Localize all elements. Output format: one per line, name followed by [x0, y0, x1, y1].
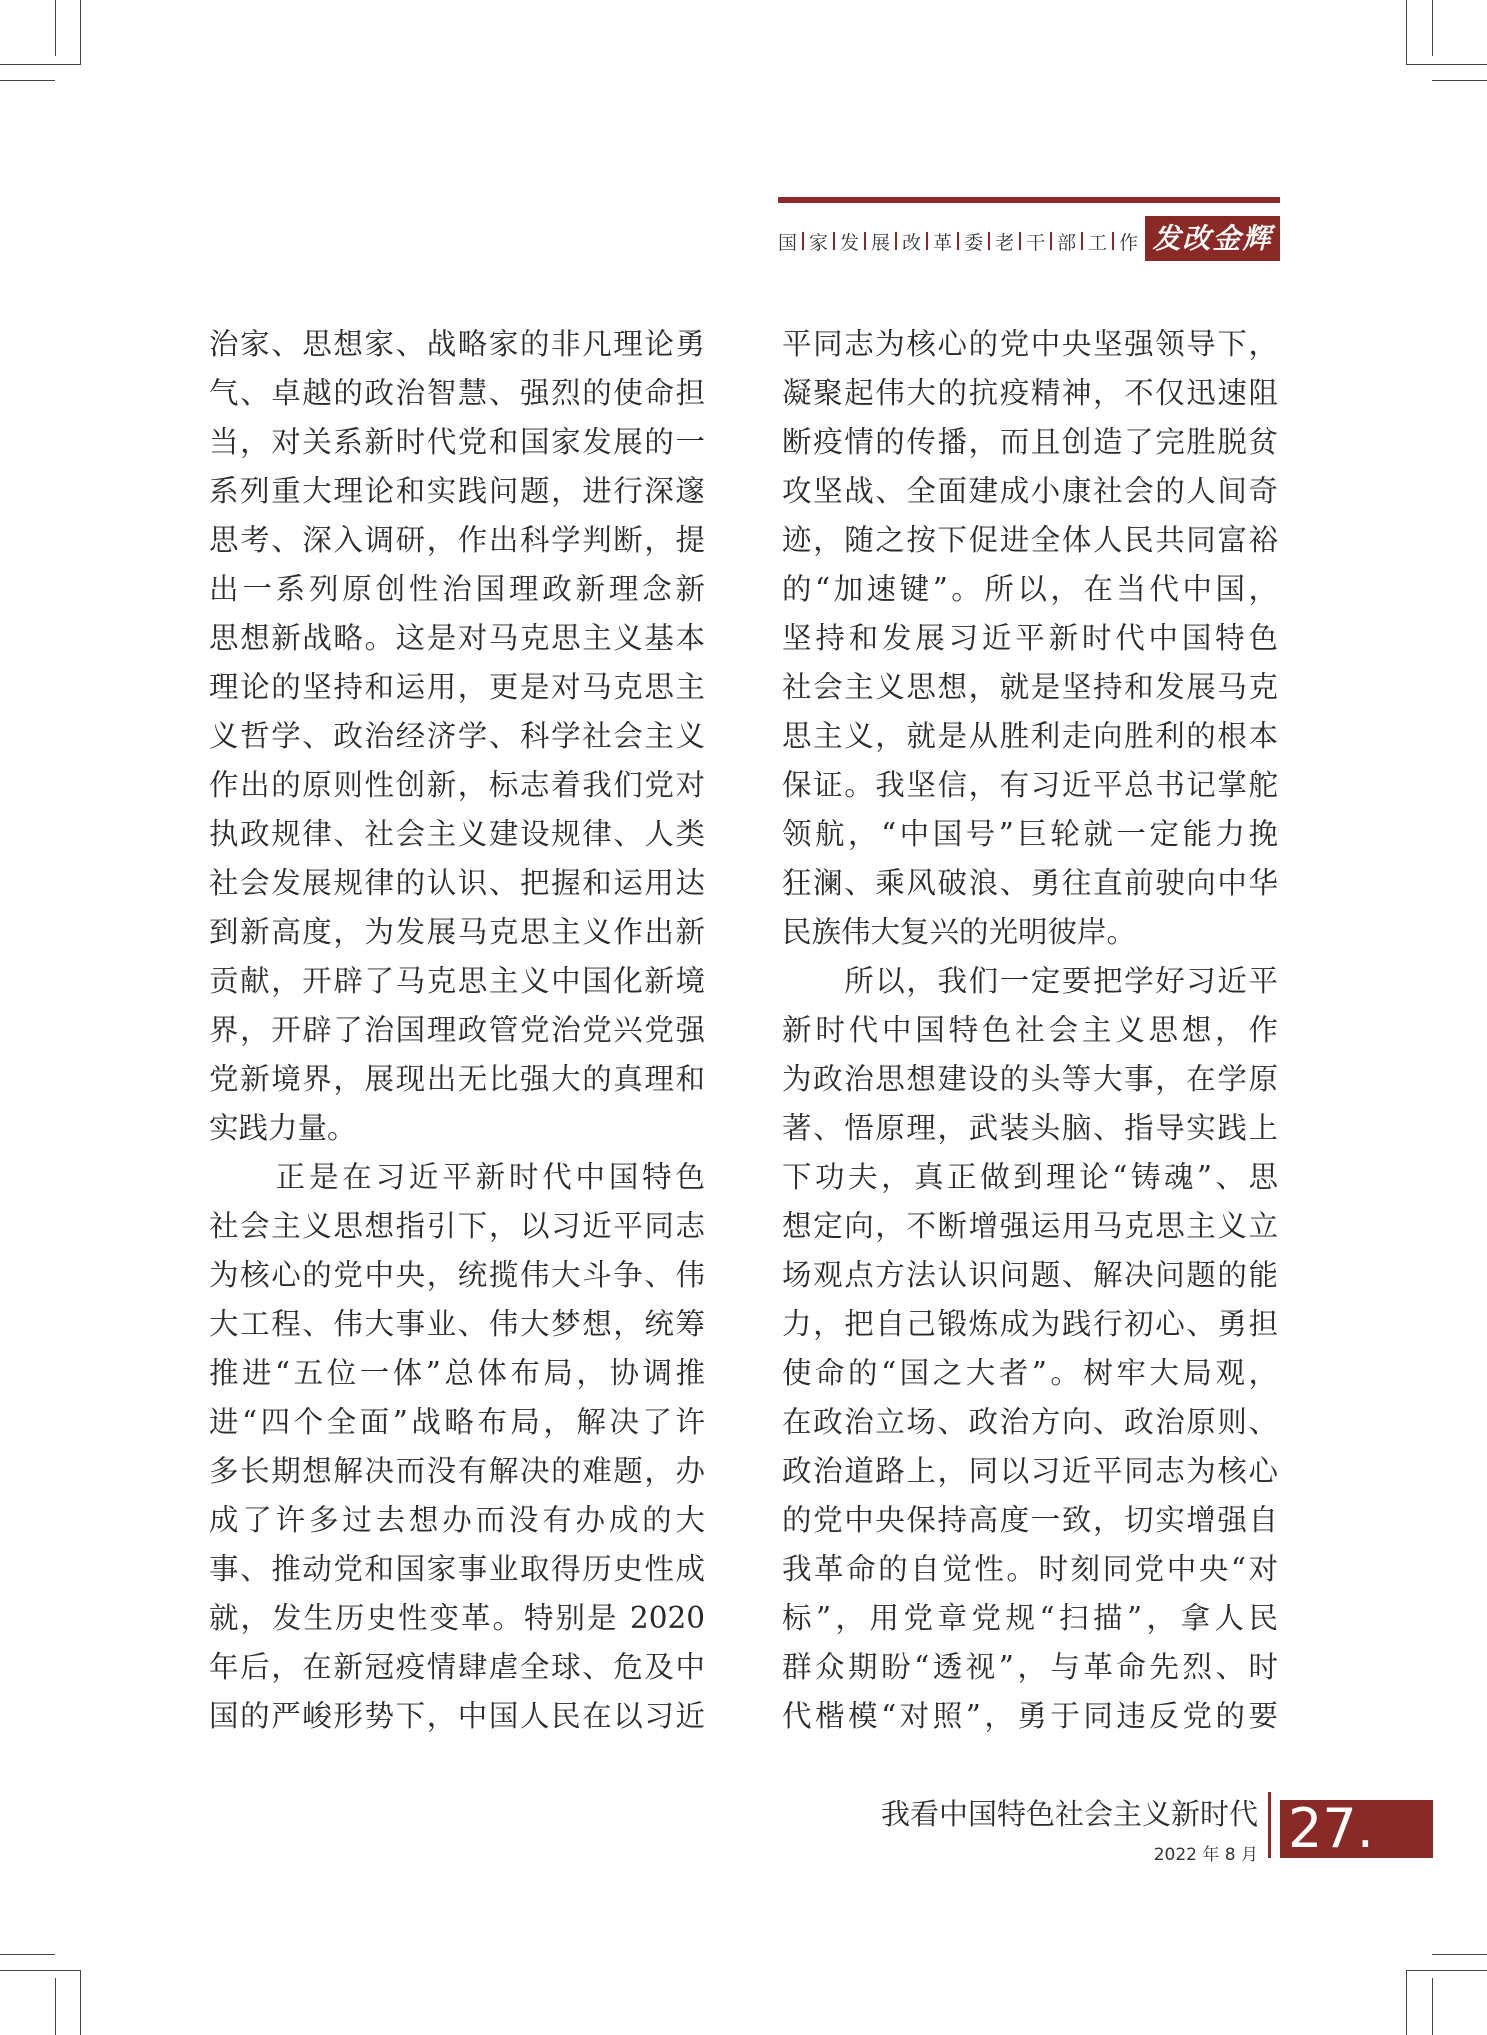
header-separator: [864, 232, 866, 250]
text-line: 在政治立场、政治方向、政治原则、: [782, 1405, 1278, 1439]
crop-mark: [0, 1970, 80, 1971]
header-separator: [802, 232, 804, 250]
header-rule: [778, 197, 1280, 203]
text-line: 就，发生历史性变革。特别是 2020: [209, 1601, 705, 1635]
text-line: 理论的坚持和运用，更是对马克思主: [209, 670, 705, 704]
header-separator: [1050, 232, 1052, 250]
header-char: 委: [964, 231, 984, 254]
text-line: 迹，随之按下促进全体人民共同富裕: [782, 523, 1278, 557]
text-line: 社会发展规律的认识、把握和运用达: [209, 866, 705, 900]
text-line: 党新境界，展现出无比强大的真理和: [209, 1062, 705, 1096]
text-line: 思想新战略。这是对马克思主义基本: [209, 621, 705, 655]
header-unit-name: [778, 226, 1140, 256]
text-line: 推进“五位一体”总体布局，协调推: [209, 1356, 705, 1390]
text-line: 成了许多过去想办而没有办成的大: [209, 1503, 705, 1537]
crop-mark: [1432, 1978, 1433, 2035]
text-line: 坚持和发展习近平新时代中国特色: [782, 621, 1278, 655]
text-line: 实践力量。: [209, 1111, 357, 1145]
text-line: 的“加速键”。所以，在当代中国，: [782, 572, 1278, 606]
text-line: 政治道路上，同以习近平同志为核心: [782, 1454, 1278, 1488]
text-line: 界，开辟了治国理政管党治党兴党强: [209, 1013, 705, 1047]
text-line: 大工程、伟大事业、伟大梦想，统筹: [209, 1307, 705, 1341]
text-line: 为政治思想建设的头等大事，在学原: [782, 1062, 1278, 1096]
crop-mark: [80, 0, 81, 65]
crop-mark: [0, 1954, 55, 1955]
article-right-column: [782, 320, 1278, 1741]
text-line: 标”，用党章党规“扫描”，拿人民: [782, 1601, 1278, 1635]
text-line: 民族伟大复兴的光明彼岸。: [782, 915, 1137, 949]
text-line: 进“四个全面”战略布局，解决了许: [209, 1405, 705, 1439]
text-line: 领航，“中国号”巨轮就一定能力挽: [782, 817, 1278, 851]
text-line: 新时代中国特色社会主义思想，作: [782, 1013, 1278, 1047]
text-line: 出一系列原创性治国理政新理念新: [209, 572, 705, 606]
text-line: 使命的“国之大者”。树牢大局观，: [782, 1356, 1278, 1390]
footer-divider: [1268, 1792, 1271, 1858]
text-line: 代楷模“对照”，勇于同违反党的要: [782, 1699, 1278, 1733]
crop-mark: [0, 80, 55, 81]
text-line: 气、卓越的政治智慧、强烈的使命担: [209, 376, 705, 410]
header-separator: [926, 232, 928, 250]
text-line: 执政规律、社会主义建设规律、人类: [209, 817, 705, 851]
text-line: 凝聚起伟大的抗疫精神，不仅迅速阻: [782, 376, 1278, 410]
crop-mark: [1432, 0, 1433, 56]
text-line: 所以，我们一定要把学好习近平: [782, 964, 1278, 998]
header-char: 国: [778, 231, 798, 254]
header-char: 作: [1119, 231, 1139, 254]
header-separator: [833, 232, 835, 250]
text-line: 群众期盼“透视”，与革命先烈、时: [782, 1650, 1278, 1684]
text-line: 的党中央保持高度一致，切实增强自: [782, 1503, 1278, 1537]
text-line: 我革命的自觉性。时刻同党中央“对: [782, 1552, 1278, 1586]
text-line: 年后，在新冠疫情肆虐全球、危及中: [209, 1650, 705, 1684]
header-separator: [1112, 232, 1114, 250]
text-line: 治家、思想家、战略家的非凡理论勇: [209, 327, 705, 361]
footer-column-title: 我看中国特色社会主义新时代: [880, 1797, 1258, 1831]
text-line: 贡献，开辟了马克思主义中国化新境: [209, 964, 705, 998]
text-line: 著、悟原理，武装头脑、指导实践上: [782, 1111, 1278, 1145]
text-line: 想定向，不断增强运用马克思主义立: [782, 1209, 1278, 1243]
page-number: 27.: [1280, 1800, 1433, 1858]
header-separator: [1081, 232, 1083, 250]
text-line: 到新高度，为发展马克思主义作出新: [209, 915, 705, 949]
text-line: 思主义，就是从胜利走向胜利的根本: [782, 719, 1278, 753]
footer-issue-date: 2022 年 8 月: [1153, 1845, 1258, 1865]
crop-mark: [55, 0, 56, 56]
text-line: 狂澜、乘风破浪、勇往直前驶向中华: [782, 866, 1278, 900]
crop-mark: [1406, 1970, 1407, 2035]
text-line: 为核心的党中央，统揽伟大斗争、伟: [209, 1258, 705, 1292]
text-line: 作出的原则性创新，标志着我们党对: [209, 768, 705, 802]
text-line: 场观点方法认识问题、解决问题的能: [782, 1258, 1278, 1292]
header-char: 发: [840, 231, 860, 254]
crop-mark: [1406, 64, 1487, 65]
header-char: 改: [902, 231, 922, 254]
crop-mark: [1432, 1954, 1487, 1955]
text-line: 正是在习近平新时代中国特色: [209, 1160, 705, 1194]
text-line: 力，把自己锻炼成为践行初心、勇担: [782, 1307, 1278, 1341]
text-line: 系列重大理论和实践问题，进行深邃: [209, 474, 705, 508]
text-line: 保证。我坚信，有习近平总书记掌舵: [782, 768, 1278, 802]
crop-mark: [1406, 1970, 1487, 1971]
header-separator: [988, 232, 990, 250]
crop-mark: [80, 1970, 81, 2035]
text-line: 事、推动党和国家事业取得历史性成: [209, 1552, 705, 1586]
text-line: 下功夫，真正做到理论“铸魂”、思: [782, 1160, 1278, 1194]
text-line: 社会主义思想，就是坚持和发展马克: [782, 670, 1278, 704]
header-char: 家: [809, 231, 829, 254]
header-char: 部: [1057, 231, 1077, 254]
header-separator: [957, 232, 959, 250]
crop-mark: [55, 1978, 56, 2035]
text-line: 断疫情的传播，而且创造了完胜脱贫: [782, 425, 1278, 459]
magazine-logo: 发改金辉: [1145, 216, 1280, 261]
text-line: 平同志为核心的党中央坚强领导下，: [782, 327, 1278, 361]
text-line: 思考、深入调研，作出科学判断，提: [209, 523, 705, 557]
crop-mark: [1432, 80, 1487, 81]
header-separator: [895, 232, 897, 250]
crop-mark: [1406, 0, 1407, 65]
header-separator: [1019, 232, 1021, 250]
header-char: 工: [1088, 231, 1108, 254]
text-line: 攻坚战、全面建成小康社会的人间奇: [782, 474, 1278, 508]
article-left-column: [209, 320, 705, 1741]
header-char: 革: [933, 231, 953, 254]
text-line: 社会主义思想指引下，以习近平同志: [209, 1209, 705, 1243]
header-char: 老: [995, 231, 1015, 254]
header-char: 展: [871, 231, 891, 254]
text-line: 多长期想解决而没有解决的难题，办: [209, 1454, 705, 1488]
text-line: 国的严峻形势下，中国人民在以习近: [209, 1699, 705, 1733]
text-line: 义哲学、政治经济学、科学社会主义: [209, 719, 705, 753]
crop-mark: [0, 64, 80, 65]
header-char: 干: [1026, 231, 1046, 254]
text-line: 当，对关系新时代党和国家发展的一: [209, 425, 705, 459]
